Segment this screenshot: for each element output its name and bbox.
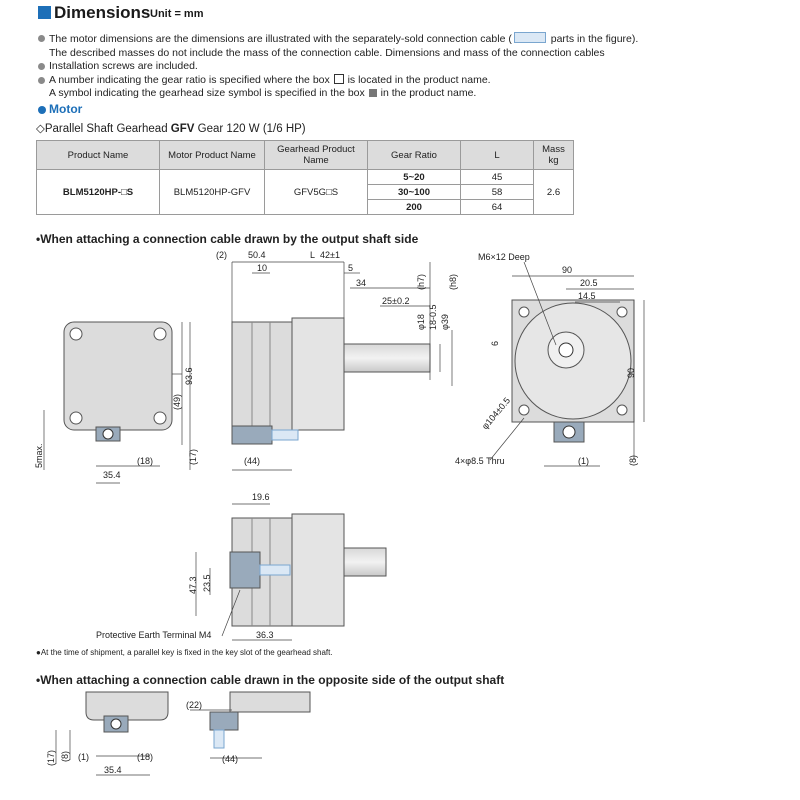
section1-heading: •When attaching a connection cable drawn by the output shaft side: [36, 232, 419, 246]
motor-heading: Motor: [49, 102, 83, 116]
dim-lower-8: (8): [60, 751, 70, 762]
dim-90-top: 90: [562, 265, 573, 275]
dim-50-4: 50.4: [248, 250, 266, 260]
header-gearhead-product-name: Gearhead Product Name: [265, 141, 368, 170]
header-product-name: Product Name: [37, 141, 160, 170]
cell-gear-ratio: 30~100: [368, 185, 461, 200]
cell-mass: 2.6: [534, 170, 574, 215]
dim-36-3: 36.3: [256, 630, 274, 640]
cell-gearhead-product-name: GFV5G□S: [265, 170, 368, 215]
dim-phi18: φ18: [416, 314, 426, 330]
dim-19-6: 19.6: [252, 492, 270, 502]
lower-side-view: [210, 692, 310, 748]
dim-18-05: 18-0.5: [428, 304, 438, 330]
dim-17: (17): [188, 448, 198, 465]
note-item: A number indicating the gear ratio is specified where the box is located in the product name.: [38, 74, 738, 88]
dim-25: 25±0.2: [382, 296, 410, 306]
dim-47-3: 47.3: [188, 576, 198, 594]
header-motor-product-name: Motor Product Name: [160, 141, 265, 170]
note-item: The described masses do not include the mass of the connection cable. Dimensions and mass of the connection cables: [49, 46, 605, 59]
dim-phi39: φ39: [440, 314, 450, 330]
dim-44: (44): [244, 456, 261, 466]
dim-1: (1): [578, 456, 589, 466]
note-item: The motor dimensions are the dimensions are illustrated with the separately-sold connection cable ( parts in the figure).: [38, 32, 738, 47]
cell-l: 45: [461, 170, 534, 185]
cell-l: 58: [461, 185, 534, 200]
dim-lower-17: (17): [46, 749, 56, 766]
dim-phi104: φ104±0.5: [479, 395, 513, 432]
header-gear-ratio: Gear Ratio: [368, 141, 461, 170]
dim-49: (49): [172, 393, 182, 410]
side-view-motor: [232, 318, 430, 444]
dim-lower-18: (18): [137, 752, 154, 762]
dim-18: (18): [137, 456, 154, 466]
dim-lower-44: (44): [222, 754, 239, 764]
section2-heading: •When attaching a connection cable drawn in the opposite side of the output shaft: [36, 673, 505, 687]
header-mass: Mass kg: [534, 141, 574, 170]
cell-product-name: BLM5120HP-□S: [37, 170, 160, 215]
earth-terminal-view: [230, 514, 386, 626]
header-l: L: [461, 141, 534, 170]
dim-23-5: 23.5: [202, 574, 212, 592]
dim-l: L: [310, 250, 316, 260]
note-item: Installation screws are included.: [38, 60, 738, 74]
dim-8: (8): [628, 455, 638, 466]
dim-h7: (h7): [416, 273, 426, 290]
dim-35-4: 35.4: [103, 470, 121, 480]
cell-gear-ratio: 5~20: [368, 170, 461, 185]
cell-gear-ratio: 200: [368, 200, 461, 215]
dim-34: 34: [356, 278, 367, 288]
dim-42: 42±1: [320, 250, 340, 260]
dim-5max: 5max.: [34, 443, 44, 468]
cell-motor-product-name: BLM5120HP-GFV: [160, 170, 265, 215]
page-title: Dimensions: [54, 3, 151, 22]
dim-5: 5: [348, 263, 354, 273]
dim-93-6: 93.6: [184, 367, 194, 385]
dim-4-holes: 4×φ8.5 Thru: [455, 456, 505, 466]
dim-14-5: 14.5: [578, 291, 596, 301]
dim-6: 6: [490, 340, 500, 346]
note-item: A symbol indicating the gearhead size symbol is specified in the box in the product name.: [49, 87, 477, 100]
unit-label: Unit = mm: [150, 8, 204, 20]
lower-front-view: [86, 692, 168, 732]
dim-2: (2): [216, 250, 227, 260]
earth-terminal-label: Protective Earth Terminal M4: [96, 630, 212, 640]
dim-lower-35-4: 35.4: [104, 765, 122, 775]
dim-90-side: 90: [626, 367, 636, 378]
footnote: ●At the time of shipment, a parallel key is fixed in the key slot of the gearhead shaft.: [36, 648, 333, 657]
dim-lower-22: (22): [186, 700, 203, 710]
dim-m6: M6×12 Deep: [478, 252, 530, 262]
flange-view: [512, 300, 634, 442]
dim-lower-1: (1): [78, 752, 89, 762]
cell-l: 64: [461, 200, 534, 215]
dim-h8: (h8): [448, 273, 458, 290]
gearhead-subtitle: ◇Parallel Shaft Gearhead GFV Gear 120 W (1/6 HP): [36, 123, 306, 135]
dim-20-5: 20.5: [580, 278, 598, 288]
dim-10: 10: [257, 263, 268, 273]
front-view-motor: [64, 322, 172, 441]
